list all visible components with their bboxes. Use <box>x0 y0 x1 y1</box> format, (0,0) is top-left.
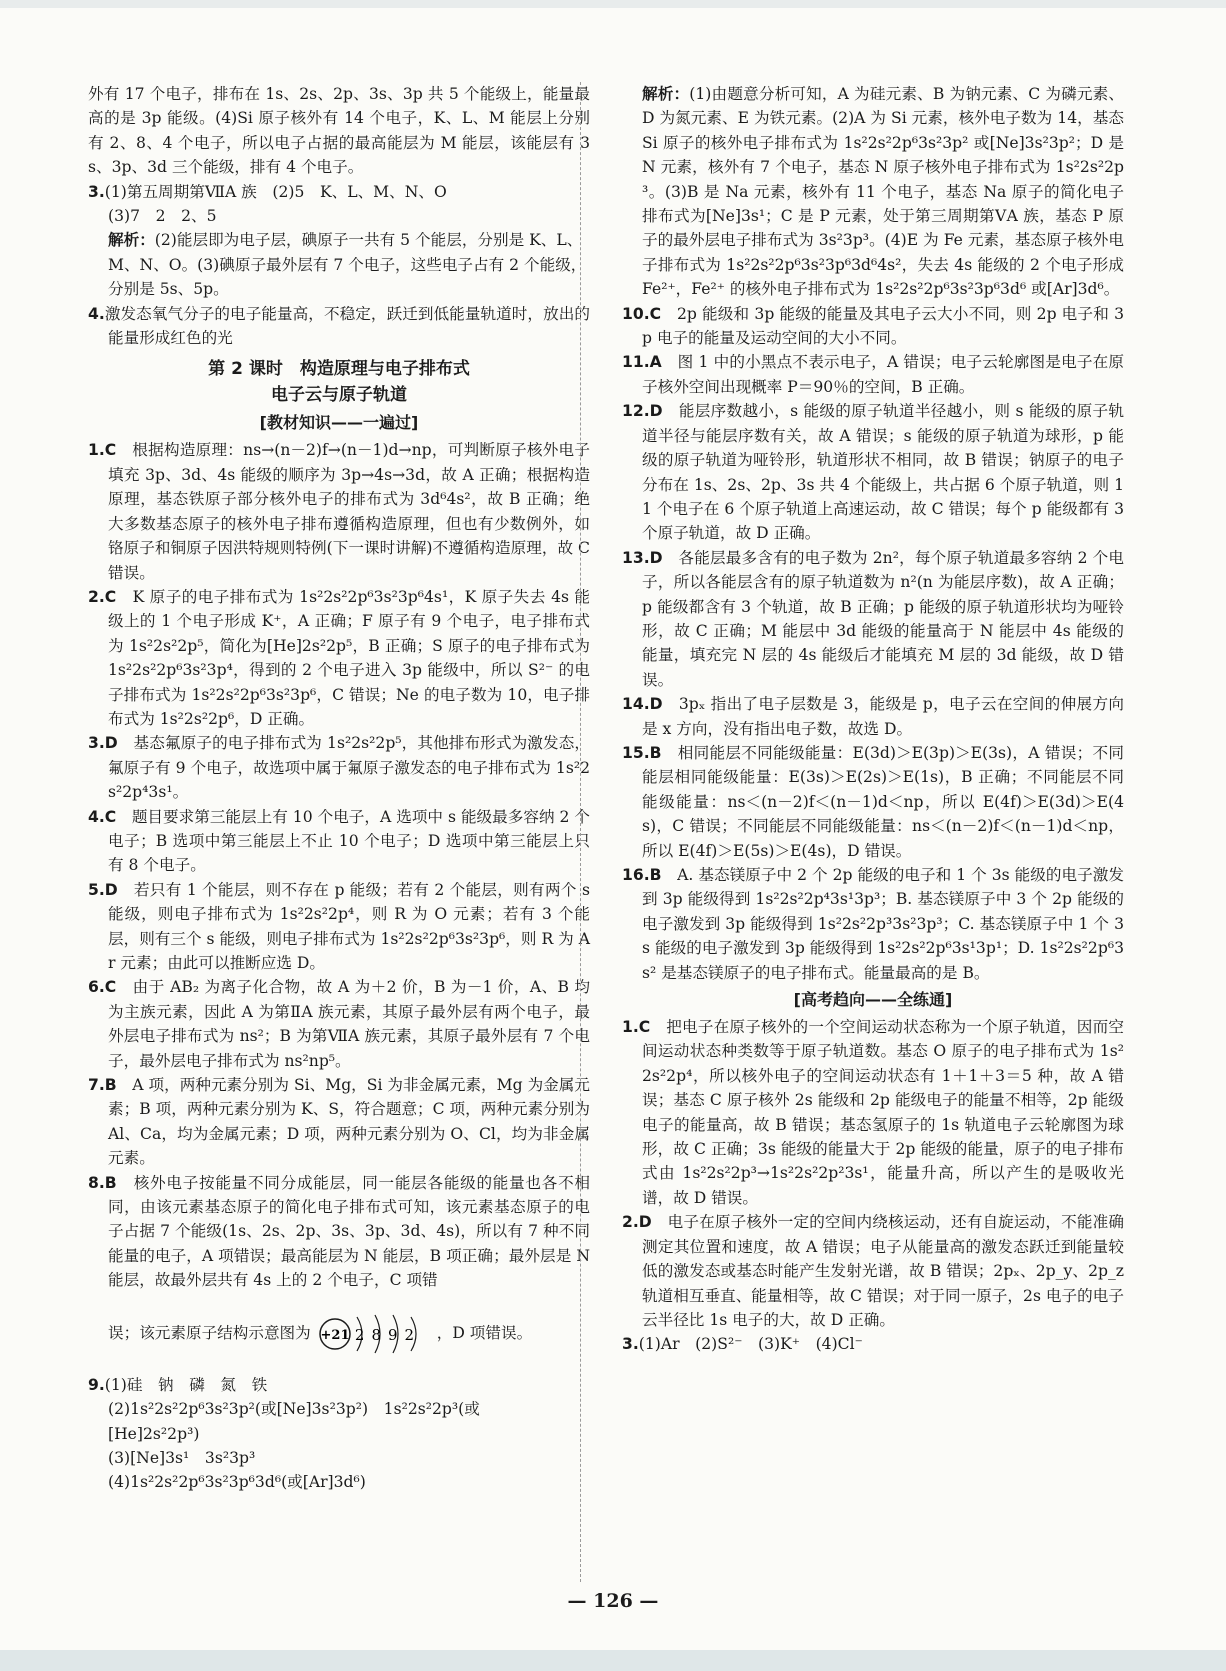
answer-item-number: 10.C <box>622 304 662 323</box>
question-9-line2: (2)1s²2s²2p⁶3s²3p²(或[Ne]3s²3p²) 1s²2s²2p³(或 <box>108 1400 480 1419</box>
answer-item-8 <box>88 1171 590 1293</box>
answer-item-text: A. 基态镁原子中 2 个 2p 能级的电子和 1 个 3s 能级的电子激发到 3p 能级得到 1s²2s²2p⁴3s¹3p³；B. 基态镁原子中 3 个 2p 能级的电子激发到 3p 能级得到 1s²2s²2p³3s²3p³；C. 基态镁原子中 1 个 3s 能级的电子激发到 3p 能级得到 1s²2s²2p⁶3s¹3p¹；D. 1s²2s²2p⁶3s² 是基态镁原子的电子排布式。能量最高的是 B。 <box>642 866 1124 982</box>
question-9-analysis-text: (1)由题意分析可知，A 为硅元素、B 为钠元素、C 为磷元素、D 为氮元素、E 为铁元素。(2)A 为 Si 元素，核外电子数为 14，基态 Si 原子的核外电子排布式为 1s²2s²2p⁶3s²3p² 或[Ne]3s²3p²；D 是 N 元素，核外有 7 个电子，基态 N 原子核外电子排布式为 1s²2s²2p³。(3)B 是 Na 元素，核外有 11 个电子，基态 Na 原子的简化电子排布式为[Ne]3s¹；C 是 P 元素，处于第三周期第ⅤA 族，基态 P 原子的最外层电子排布式为 3s²3p³。(4)E 为 Fe 元素，基态原子核外电子排布式为 1s²2s²2p⁶3s²3p⁶3d⁶4s²，失去 4s 能级的 2 个电子形成 Fe²⁺，Fe²⁺ 的核外电子排布式为 1s²2s²2p⁶3s²3p⁶3d⁶ 或[Ar]3d⁶。 <box>642 85 1124 299</box>
column-divider <box>580 82 581 1582</box>
answer-item-11 <box>622 350 1124 399</box>
answer-item-7 <box>88 1073 590 1171</box>
answer-item-number: 1.C <box>622 1018 651 1037</box>
shell-electron-counts: 2892 <box>354 1325 421 1344</box>
question-4-answer: 激发态氧气分子的电子能量高，不稳定，跃迁到低能量轨道时，放出的能量形成红色的光 <box>104 304 590 348</box>
answer-item-number: 16.B <box>622 866 662 884</box>
answer-item-text: 核外电子按能量不同分成能层，同一能层各能级的能量也各不相同，由该元素基态原子的简化电子排布式可知，该元素基态原子的电子占据 7 个能级(1s、2s、2p、3s、3p、3d、4s)，所以有 7 种不同能量的电子，A 项错误；最高能层为 N 能层，B 项正确；最外层是 N 能层，故最外层共有 4s 上的 2 个电子，C 项错 <box>108 1173 590 1290</box>
answer-item-text: 题目要求第三能层上有 10 个电子，A 选项中 s 能级最多容纳 2 个电子；B 选项中第三能层上不止 10 个电子；D 选项中第三能层上只有 8 个电子。 <box>108 807 590 875</box>
answer-item-text: 根据构造原理：ns→(n－2)f→(n－1)d→np，可判断原子核外电子填充 3p、3d、4s 能级的顺序为 3p→4s→3d，故 A 正确；根据构造原理，基态铁原子部分核外电子的排布式为 3d⁶4s²，故 B 正确；绝大多数基态原子的核外电子排布遵循构造原理，但也有少数例外，如铬原子和铜原子因洪特规则特例(下一课时讲解)不遵循构造原理，故 C 错误。 <box>108 441 590 582</box>
question-9-line4: (3)[Ne]3s¹ 3s²3p³ <box>108 1448 256 1467</box>
answer-item-text: 相同能层不同能级能量：E(3d)＞E(3p)＞E(3s)，A 错误；不同能层相同能级能量：E(3s)＞E(2s)＞E(1s)，B 正确；不同能层不同能级能量：ns＜(n－2)f＜(n－1)d＜np，所以 E(4f)＞E(3d)＞E(4s)，C 错误；不同能层不同能级能量：ns＜(n－2)f＜(n－1)d＜np，所以 E(4f)＞E(5s)＞E(4s)，D 错误。 <box>642 743 1124 860</box>
answer-item-number: 3. <box>622 1335 639 1354</box>
answer-item-number: 13.D <box>622 548 663 567</box>
answer-item-number: 12.D <box>622 402 663 421</box>
answer-item-number: 2.D <box>622 1213 652 1232</box>
nucleus-charge: +21 <box>320 1327 350 1343</box>
answer-item-number: 15.B <box>622 743 662 762</box>
question-3 <box>88 180 590 302</box>
answer-item-text: 各能层最多含有的电子数为 2n²，每个原子轨道最多容纳 2 个电子，所以各能层含有的原子轨道数为 n²(n 为能层序数)，故 A 正确；p 能级都含有 3 个轨道，故 B 正确；p 能级的原子轨道形状均为哑铃形，故 C 正确；M 能层中 3d 能级的能量高于 N 能层中 4s 能级的能量，填充完 N 层的 4s 能级后才能填充 M 层的 3d 能级，故 D 错误。 <box>642 548 1124 689</box>
atom-structure-svg <box>315 1309 433 1359</box>
question-3-answer-line1: (1)第五周期第ⅦA 族 (2)5 K、L、M、N、O <box>104 182 447 201</box>
answer-item-text: 把电子在原子核外的一个空间运动状态称为一个原子轨道，因而空间运动状态种类数等于原子轨道数。基态 O 原子的电子排布式为 1s²2s²2p⁴，所以核外电子的空间运动状态有 1＋1＋3＝5 种，故 A 错误；基态 C 原子核外 2s 能级和 2p 能级电子的能量不相等，2p 能级电子的能量高，故 B 错误；基态氢原子的 1s 轨道电子云轮廓图为球形，故 C 正确；3s 能级的能量大于 2p 能级的能量，原子的电子排布式由 1s²2s²2p³→1s²2s²2p²3s¹，能量升高，所以产生的是吸收光谱，故 D 错误。 <box>642 1018 1124 1207</box>
answer-item-number: 7.B <box>88 1076 117 1095</box>
answer-item-number: 6.C <box>88 978 117 997</box>
answer-item-3 <box>88 731 590 804</box>
answer-item-12 <box>622 399 1124 545</box>
atom-structure-prefix: 误；该元素原子结构示意图为 <box>108 1324 311 1343</box>
exam-item-3 <box>622 1332 1124 1356</box>
right-column <box>622 82 1124 1357</box>
question-9-line3: [He]2s²2p³) <box>108 1424 200 1443</box>
answer-item-5 <box>88 878 590 976</box>
question-4-number: 4. <box>88 304 105 323</box>
answer-item-number: 5.D <box>88 880 118 899</box>
answer-item-15 <box>622 741 1124 863</box>
left-intro-paragraph: 外有 17 个电子，排布在 1s、2s、2p、3s、3p 共 5 个能级上，能量最高的是 3p 能级。(4)Si 原子核外有 14 个电子，K、L、M 能层上分别有 2、8、4 个电子，所以电子占据的最高能层为 M 能层，该能层有 3s、3p、3d 三个能级，排有 4 个电子。 <box>88 85 590 177</box>
lesson-title-line2: 电子云与原子轨道 <box>271 385 407 406</box>
answer-item-14 <box>622 692 1124 741</box>
question-9-line5: (4)1s²2s²2p⁶3s²3p⁶3d⁶(或[Ar]3d⁶) <box>108 1473 366 1492</box>
bottom-edge-band <box>0 1650 1226 1671</box>
question-3-answer-line2: (3)7 2 2、5 <box>108 207 217 226</box>
atom-structure-line <box>88 1309 590 1359</box>
answer-item-text: 2p 能级和 3p 能级的能量及其电子云大小不同，则 2p 电子和 3p 电子的能量及运动空间的大小不同。 <box>642 304 1124 348</box>
answer-item-text: K 原子的电子排布式为 1s²2s²2p⁶3s²3p⁶4s¹，K 原子失去 4s 能级上的 1 个电子形成 K⁺，A 正确；F 原子有 9 个电子，电子排布式为 1s²2s²2p⁵，简化为[He]2s²2p⁵，B 正确；S 原子的电子排布式为 1s²2s²2p⁶3s²3p⁴，得到的 2 个电子进入 3p 能级中，所以 S²⁻ 的电子排布式为 1s²2s²2p⁶3s²3p⁶，C 错误；Ne 的电子数为 10，电子排布式为 1s²2s²2p⁶，D 正确。 <box>108 587 590 728</box>
answer-item-text: 由于 AB₂ 为离子化合物，故 A 为＋2 价，B 为－1 价，A、B 均为主族元素，因此 A 为第ⅡA 族元素，其原子最外层有两个电子，最外层电子排布式为 ns²；B 为第ⅦA 族元素，其原子最外层有 7 个电子，最外层电子排布式为 ns²np⁵。 <box>108 978 590 1070</box>
question-9-line1: (1)硅 钠 磷 氮 铁 <box>104 1375 268 1394</box>
answer-item-text: (1)Ar (2)S²⁻ (3)K⁺ (4)Cl⁻ <box>638 1335 863 1354</box>
answer-item-number: 14.D <box>622 695 663 714</box>
question-9-number: 9. <box>88 1375 105 1394</box>
answer-item-text: 图 1 中的小黑点不表示电子，A 错误；电子云轮廓图是电子在原子核外空间出现概率 P＝90％的空间，B 正确。 <box>642 353 1124 396</box>
question-3-number: 3. <box>88 182 105 201</box>
section-title-textbook: [教材知识——一遍过] <box>259 413 419 433</box>
answer-item-1 <box>88 438 590 584</box>
left-column <box>88 82 590 1495</box>
answer-item-6 <box>88 975 590 1073</box>
answer-item-number: 11.A <box>622 353 662 372</box>
question-9-analysis <box>622 82 1124 302</box>
answer-item-13 <box>622 546 1124 692</box>
answer-item-number: 3.D <box>88 734 118 753</box>
answer-item-text: 电子在原子核外一定的空间内绕核运动，还有自旋运动，不能准确测定其位置和速度，故 A 错误；电子从能量高的激发态跃迁到能量较低的激发态或基态时能产生发射光谱，故 B 错误；2pₓ、2p_y、2p_z 轨道相互垂直、能量相等，故 C 错误；对于同一原子，2s 电子的电子云半径比 1s 电子的大，故 D 正确。 <box>642 1213 1124 1329</box>
answer-item-text: 基态氟原子的电子排布式为 1s²2s²2p⁵，其他排布形式为激发态，氟原子有 9 个电子，故选项中属于氟原子激发态的电子排布式为 1s²2s²2p⁴3s¹。 <box>108 734 590 802</box>
answer-item-4 <box>88 805 590 878</box>
answer-item-text: 3pₓ 指出了电子层数是 3，能级是 p，电子云在空间的伸展方向是 x 方向，没有指出电子数，故选 D。 <box>642 695 1124 738</box>
exam-item-2 <box>622 1210 1124 1332</box>
section-title-exam: [高考趋向——全练通] <box>793 990 953 1010</box>
question-3-analysis-label: 解析： <box>108 231 155 250</box>
answer-item-number: 8.B <box>88 1173 117 1192</box>
answer-item-text: A 项，两种元素分别为 Si、Mg，Si 为非金属元素，Mg 为金属元素；B 项，两种元素分别为 K、S，符合题意；C 项，两种元素分别为 Al、Ca，均为金属元素；D 项，两种元素分别为 O、Cl，均为非金属元素。 <box>108 1076 590 1168</box>
question-9-analysis-label: 解析： <box>642 85 690 103</box>
page-number: — 126 — <box>567 1590 659 1612</box>
atom-structure-diagram <box>315 1309 433 1359</box>
question-3-analysis: (2)能层即为电子层，碘原子一共有 5 个能层，分别是 K、L、M、N、O。(3)碘原子最外层有 7 个电子，这些电子占有 2 个能级，分别是 5s、5p。 <box>108 231 587 299</box>
answer-item-16 <box>622 863 1124 985</box>
answer-item-text: 若只有 1 个能层，则不存在 p 能级；若有 2 个能层，则有两个 s 能级，则电子排布式为 1s²2s²2p⁴，则 R 为 O 元素；若有 3 个能层，则有三个 s 能级，则电子排布式为 1s²2s²2p⁶3s²3p⁶，则 R 为 Ar 元素；由此可以推断应选 D。 <box>108 880 590 972</box>
question-9 <box>88 1373 590 1495</box>
answer-item-number: 1.C <box>88 441 117 460</box>
question-4 <box>88 302 590 351</box>
lesson-title-line1: 第 2 课时 构造原理与电子排布式 <box>208 359 470 380</box>
answer-item-2 <box>88 585 590 731</box>
exam-item-1 <box>622 1015 1124 1210</box>
atom-structure-suffix: ，D 项错误。 <box>436 1324 533 1343</box>
answer-item-number: 4.C <box>88 807 117 826</box>
answer-item-number: 2.C <box>88 587 117 606</box>
answer-item-10 <box>622 302 1124 351</box>
answer-item-text: 能层序数越小，s 能级的原子轨道半径越小，则 s 能级的原子轨道半径与能层序数有关，故 A 错误；s 能级的原子轨道为球形，p 能级的原子轨道为哑铃形，轨道形状不相同，故 B 错误；钠原子的电子分布在 1s、2s、2p、3s 共 4 个能级上，共占据 6 个原子轨道，则 11 个电子在 6 个原子轨道上高速运动，故 C 错误；每个 p 能级都有 3 个原子轨道，故 D 正确。 <box>642 402 1124 543</box>
top-edge-band <box>0 0 1226 8</box>
